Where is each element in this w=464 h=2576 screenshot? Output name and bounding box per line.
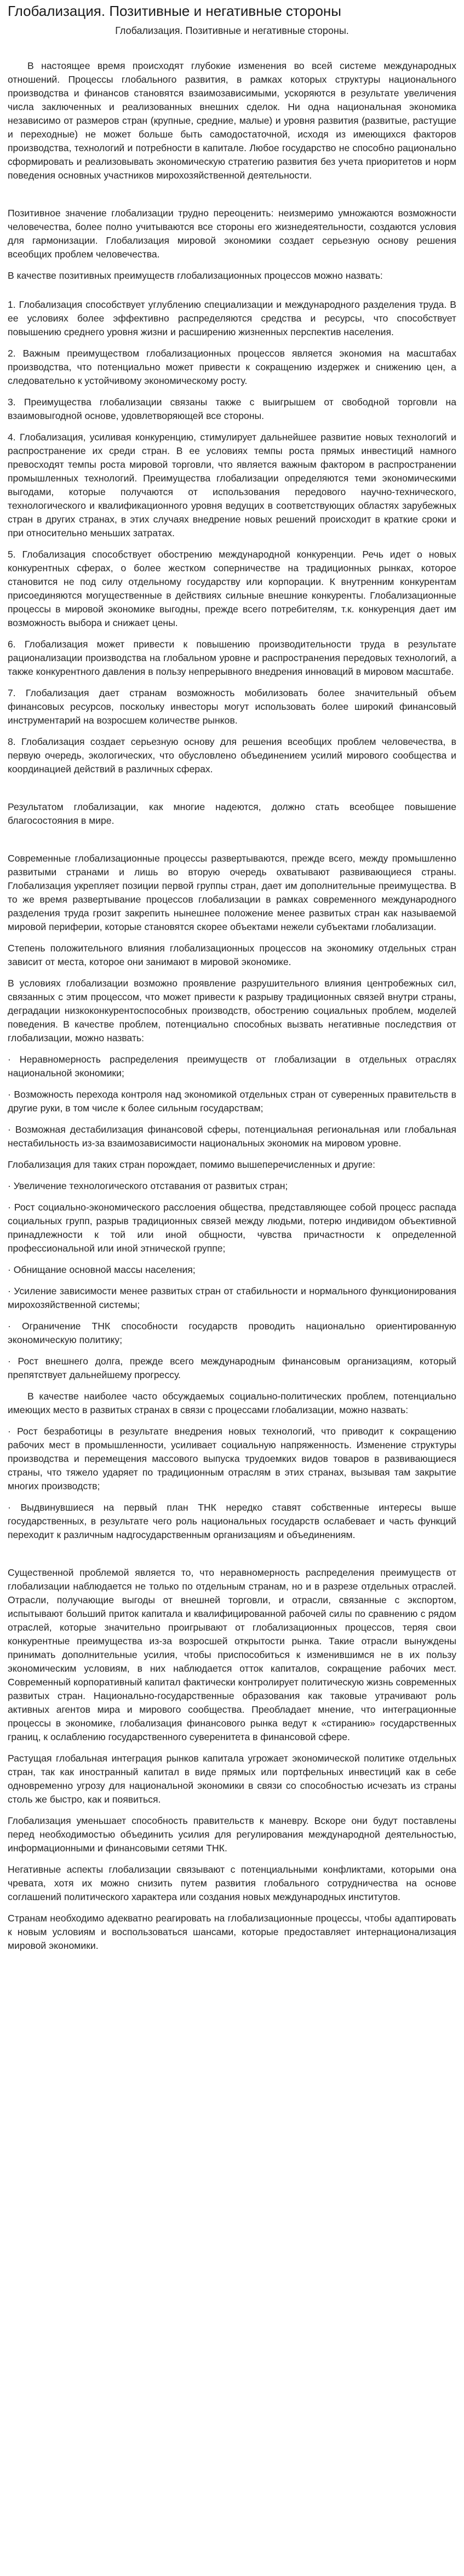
list-item-4: 4. Глобализация, усиливая конкуренцию, стимулирует дальнейшее развитие новых технологий и распространение их среди стран. В ее условиях темпы роста прямых инвестиций намного превосходят темпы роста мировой торговли, что является важным фактором в распространении промышленных технологий. Преимущества глобализации определяются теми экономическими выгодами, которые получаются от использования передового научно-технического, технологического и квалификационного уровня ведущих в соответствующих областях зарубежных стран в других странах, в этих случаях внедрение новых решений происходит в краткие сроки и при относительно меньших затратах. (8, 432, 456, 538)
paragraph-government-maneuver: Глобализация уменьшает способность правительств к маневру. Вскоре они будут поставлены перед необходимостью объединить усилия для регулирования международной деятельностью, информационными и финансовыми сетями ТНК. (8, 1815, 456, 1854)
list-item-2: 2. Важным преимуществом глобализационных процессов является экономия на масштабах производства, что потенциально может привести к сокращению издержек и снижению цен, а следовательно к устойчивому экономическому росту. (8, 348, 456, 386)
paragraph-modern-processes: Современные глобализационные процессы развертываются, прежде всего, между промышленно развитыми странами и лишь во вторую очередь охватывают развивающиеся страны. Глобализация укрепляет позиции первой группы стран, дает им дополнительные преимущества. В то же время развертывание процессов глобализации в рамках современного международного разделения труда грозит закрепить нынешнее положение менее развитых стран как называемой мировой периферии, которые становятся скорее объектами нежели субъектами глобализации. (8, 853, 456, 932)
paragraph-uneven-distribution: Существенной проблемой является то, что неравномерность распределения преимуществ от глобализации наблюдается не только по отдельным странам, но и в разрезе отдельных отраслей. Отрасли, получающие выгоды от внешней торговли, и отрасли, связанные с экспортом, испытывают больший приток капитала и квалифицированной рабочей силы по сравнению с рядом отраслей, которые значительно проигрывают от глобализационных процессов, теряя свои конкурентные преимущества из-за возросшей открытости рынка. Такие отрасли вынуждены принимать дополнительные усилия, чтобы приспособиться к изменившимся не в их пользу экономическим условиям, в них наблюдается отток капиталов, сокращение рабочих мест. Современный корпоративный капитал фактически контролирует политическую жизнь современных развитых стран. Национально-государственные образования как таковые утрачивают роль активных агентов мира и мирового сообщества. Преобладает мнение, что интеграционные процессы в экономике, глобализация финансового рынка ведут к «стиранию» государственных границ, к ослаблению государственного суверенитета в финансовой сфере. (8, 1567, 456, 1742)
list-item-6: 6. Глобализация может привести к повышению производительности труда в результате рационализации производства на глобальном уровне и распространения передовых технологий, а также конкурентного давления в пользу непрерывного внедрения инноваций в мировом масштабе. (8, 639, 456, 677)
bullet-item: · Усиление зависимости менее развитых стран от стабильности и нормального функционирования мирохозяйственной системы; (8, 1286, 456, 1310)
list-item-8: 8. Глобализация создает серьезную основу для решения всеобщих проблем человечества, в первую очередь, экологических, что обусловлено объединением усилий мирового сообщества и координацией действий в различных сферах. (8, 736, 456, 774)
page-subtitle: Глобализация. Позитивные и негативные стороны. (115, 25, 349, 36)
bullet-item: · Возможная дестабилизация финансовой сферы, потенциальная региональная или глобальная нестабильность из-за взаимозависимости национальных экономик на мировом уровне. (8, 1124, 456, 1149)
bullet-item: · Увеличение технологического отставания от развитых стран; (8, 1180, 288, 1191)
paragraph-conclusion: Странам необходимо адекватно реагировать на глобализационные процессы, чтобы адаптировать к новым условиям и воспользоваться шансами, которые предоставляет интернационализация мировой экономики. (8, 1913, 456, 1951)
bullet-item: · Возможность перехода контроля над экономикой отдельных стран от суверенных правительств в другие руки, в том числе к более сильным государствам; (8, 1089, 456, 1114)
bullet-item: · Обнищание основной массы населения; (8, 1264, 196, 1275)
bullet-item: · Выдвинувшиеся на первый план ТНК нередко ставят собственные интересы выше государственных, в результате чего роль национальных государств ослабевает и часть функций переходит к различным надгосударственным организациям и объединениям. (8, 1502, 456, 1540)
paragraph-destructive-influence: В условиях глобализации возможно проявление разрушительного влияния центробежных сил, связанных с этим процессом, что может привести к разрыву традиционных связей внутри страны, деградации низкоконкурентоспособных производств, обострению социальных проблем, моделей поведения. В качестве проблем, потенциально способных вызвать негативные последствия от глобализации, можно назвать: (8, 978, 456, 1043)
intro-paragraph: В настоящее время происходят глубокие изменения во всей системе международных отношений. Процессы глобального развития, в рамках которых структуры национального производства и финансов становятся взаимозависимыми, ускоряются в результате увеличения числа заключенных и реализованных внешних сделок. Ни одна национальная экономика независимо от размеров стран (крупные, средние, малые) и уровня развития (развитые, растущие и переходные) не может больше быть самодостаточной, исходя из имеющихся факторов производства, технологий и потребности в капитале. Любое государство не способно рационально сформировать и реализовывать экономическую стратегию развития без учета приоритетов и норм поведения основных участников мирохозяйственной деятельности. (8, 60, 456, 181)
bullet-item: · Неравномерность распределения преимуществ от глобализации в отдельных отраслях национальной экономики; (8, 1054, 456, 1078)
paragraph-developed-countries: В качестве наиболее часто обсуждаемых социально-политических проблем, потенциально имеющих место в развитых странах в связи с процессами глобализации, можно назвать: (8, 1391, 456, 1415)
paragraph-degree-of-influence: Степень положительного влияния глобализационных процессов на экономику отдельных стран зависит от места, которое они занимают в мировой экономике. (8, 943, 456, 967)
list-item-7: 7. Глобализация дает странам возможность мобилизовать более значительный объем финансовых ресурсов, поскольку инвесторы могут использовать более широкий финансовый инструментарий на возросшем количестве рынков. (8, 687, 456, 726)
list-item-1: 1. Глобализация способствует углублению специализации и международного разделения труда. В ее условиях более эффективно распределяются средства и ресурсы, что способствует повышению среднего уровня жизни и расширению жизненных перспектив населения. (8, 299, 456, 337)
paragraph-positive-list-intro: В качестве позитивных преимуществ глобализационных процессов можно назвать: (8, 270, 383, 281)
page-title: Глобализация. Позитивные и негативные стороны (8, 3, 341, 19)
bullet-item: · Рост внешнего долга, прежде всего международным финансовым организациям, который препятствует дальнейшему прогрессу. (8, 1356, 456, 1380)
bullet-item: · Рост безработицы в результате внедрения новых технологий, что приводит к сокращению рабочих мест в промышленности, усиливает социальную напряженность. Изменение структуры производства и перемещения массового выпуска трудоемких видов товаров в развивающиеся страны, что тяжело ударяет по традиционным отраслям в этих странах, вызывая там закрытие многих производств; (8, 1426, 456, 1491)
list-item-3: 3. Преимущества глобализации связаны также с выигрышем от свободной торговли на взаимовыгодной основе, удовлетворяющей все стороны. (8, 397, 456, 421)
article (0, 2, 464, 1953)
paragraph-result: Результатом глобализации, как многие надеются, должно стать всеобщее повышение благосостояния в мире. (8, 801, 456, 826)
paragraph-negative-aspects: Негативные аспекты глобализации связывают с потенциальными конфликтами, которыми она чревата, хотя их можно снизить путем развития глобального сотрудничества на основе соглашений политического характера или создания новых международных институтов. (8, 1864, 456, 1902)
bullet-item: · Рост социально-экономического расслоения общества, представляющее собой процесс распада социальных групп, разрыв традиционных связей между людьми, потерю индивидом объективной принадлежности к той или иной общности, чувства причастности к определенной профессиональной или иной этнической группе; (8, 1202, 456, 1254)
list-item-5: 5. Глобализация способствует обострению международной конкуренции. Речь идет о новых конкурентных сферах, о более жестком соперничестве на традиционных рынках, которое становится не под силу отдельному государству или корпорации. К внутренним конкурентам присоединяются могущественные в действиях сильные внешние конкуренты. Глобализационные процессы в мировой экономике выгодны, прежде всего потребителям, т.к. конкуренция дает им возможность выбора и снижает цены. (8, 549, 456, 628)
paragraph-other-problems: Глобализация для таких стран порождает, помимо вышеперечисленных и другие: (8, 1159, 376, 1170)
paragraph-positive-value: Позитивное значение глобализации трудно переоценить: неизмеримо умножаются возможности человечества, более полно учитываются все стороны его жизнедеятельности, создаются условия для гармонизации. Глобализация мировой экономики создает серьезную основу решения всеобщих проблем человечества. (8, 208, 456, 260)
bullet-item: · Ограничение ТНК способности государств проводить национально ориентированную экономическую политику; (8, 1321, 456, 1345)
paragraph-capital-integration: Растущая глобальная интеграция рынков капитала угрожает экономической политике отдельных стран, так как иностранный капитал в виде прямых или портфельных инвестиций как в себе одновременно угрозу для национальной экономики в связи со способностью исчезать из страны столь же быстро, как и появиться. (8, 1753, 456, 1805)
